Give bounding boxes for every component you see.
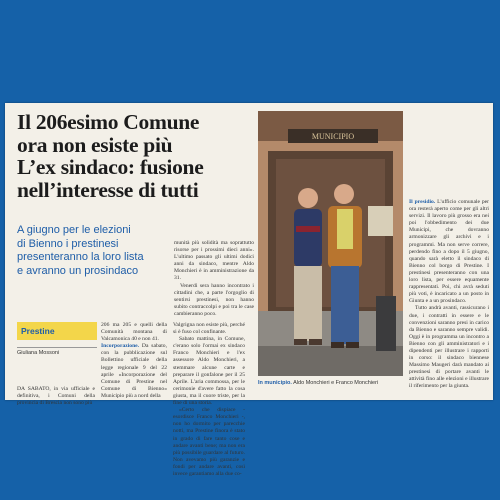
paragraph-label: Incorporazione. (101, 343, 140, 350)
article-paragraph-with-label (409, 199, 489, 305)
article-paragraph: munità più solidità ma soprattutto risorse per i prossimi dieci anni». L'ultimo passato gli ultimi dodici anni da sindaco, mentre Aldo Monchieri è in amministrazione da 31. (174, 240, 254, 282)
paragraph-text: L'ufficio comunale per ora resterà aperto come per gli altri servizi. Il lavoro più grosso era nei poi l'obbedimento dei due Municipi, che dovranno armonizzare gli archivi e i programmi. Ma non serve correre, perdendo fino a dopo il 5 giugno, quando sarà eletto il sindaco di Bienno col borgo di Prestine. I prestinesi presenteranno con una loro lista, per essere equamente rappresentati. Poi, chi avrà seduti più voti, è incaricato a un posto in Giunta e a un prosindaco. (409, 199, 489, 305)
subheadline-line-1: A giugno per le elezioni (17, 224, 131, 236)
author-byline: Giuliana Mossoni (17, 347, 97, 356)
headline-line-4: nell’interesse di tutti (17, 177, 199, 202)
headline-line-1: Il 206esimo Comune (17, 110, 200, 134)
article-paragraph: «Certo che dispiace - esordisce Franco Monchieri -, non ho dormito per parecchie notti, ma Prestine finora è stato in grado di fare tanto cose e andare avanti bene; ma non era più possibile guardare al futuro. Non avevamo più garanzie e fondi per andare avanti, così invece garantiamo alla due co- (173, 407, 245, 477)
article-column-3 (173, 322, 245, 478)
municipio-sign: MUNICIPIO (311, 132, 355, 141)
photo-caption (258, 380, 406, 386)
article-paragraph: Sabato mattina, in Comune, c'erano solo l'ormai ex sindaco Franco Monchieri e l'ex assessore Aldo Monchieri, a stemmare alcune carte e preparare il gonfalone per il 25 Aprile. L'aria commossa, per le cerimonie d'avere fatto la cosa giusta, ma il cuore triste, per la fine di una storia. (173, 336, 245, 407)
newspaper-clipping (5, 103, 493, 477)
subheadline-line-2: di Bienno i prestinesi (17, 237, 119, 250)
article-column-right-lower (409, 199, 489, 391)
article-paragraph: Tutto andrà avanti, rassicurano i due, i contratti in essere e le convenzioni saranno presi in carico da Bienno e saranno sempre validi. Oggi è in programma un incontro a Bienno con gli amministratori e i dipendenti per illustrare i rapporti in corso: il sindaco biennese Massimo Maugeri darà mandato ai prestinesi di portare avanti le attività fino alle elezioni e illustrare il riferimento per la giunta. (409, 305, 489, 390)
headline-line-2: ora non esiste più (17, 132, 173, 157)
paragraph-label: Il presidio. (409, 199, 436, 205)
headline-line-3: L’ex sindaco: fusione (17, 155, 204, 179)
subheadline-line-3: presenteranno la loro lista (17, 251, 144, 263)
article-paragraph: 206 ma 205 e quelli della Comunità montana di Valcamonica 40 e non 41. (101, 322, 167, 343)
caption-text: Aldo Monchieri e Franco Monchieri (293, 380, 379, 386)
article-paragraph: Valgrigna non esiste più, perché si è fuso col confinante. (173, 322, 245, 336)
article-paragraph-with-label (101, 343, 167, 400)
article-paragraph: DA SABATO, in via ufficiale e definitiva, i Comuni della provincia di Brescia non sono più (17, 386, 95, 407)
article-photo (258, 111, 403, 376)
article-column-2 (101, 322, 167, 400)
headline (17, 111, 253, 201)
paragraph-text: Da sabato, con la pubblicazione sul Bollettino ufficiale della legge regionale 9 del 22 aprile «Incorporazione del Comune di Prestine nel Comune di Bienno» Municipio più a nord della (101, 343, 167, 399)
section-tag: Prestine (17, 322, 97, 340)
photo-illustration (258, 111, 403, 376)
article-column-1 (17, 386, 95, 407)
caption-label: In municipio. (258, 380, 292, 386)
article-paragraph: Venerdì sera hanno incontrato i cittadini che, a parte l'orgoglio di sentirsi prestinesi, non hanno subito contraccolpi e poi tra le case cambieranno poco. (174, 282, 254, 317)
subheadline (17, 224, 253, 278)
subheadline-line-4: e avranno un prosindaco (17, 264, 139, 277)
